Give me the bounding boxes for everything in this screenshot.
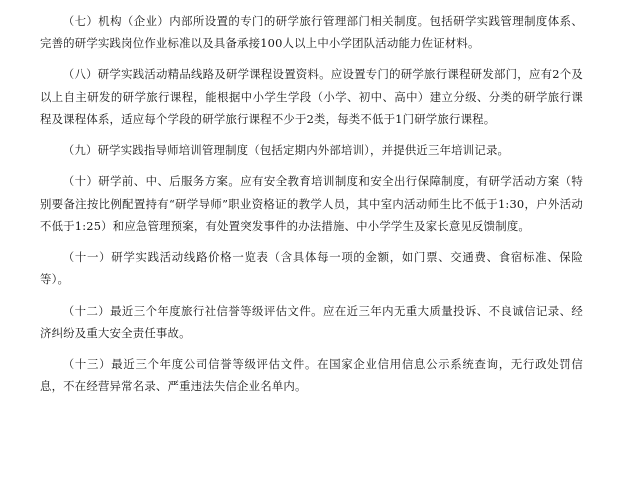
- paragraph-7: （七）机构（企业）内部所设置的专门的研学旅行管理部门相关制度。包括研学实践管理制度体系、完善的研学实践岗位作业标准以及具备承接100人以上中小学团队活动能力佐证材料。: [40, 14, 583, 51]
- paragraph-11: （十一）研学实践活动线路价格一览表（含具体每一项的金额，如门票、交通费、食宿标准、保险等）。: [40, 250, 583, 287]
- paragraph-8: （八）研学实践活动精品线路及研学课程设置资料。应设置专门的研学旅行课程研发部门，应有2个及以上自主研发的研学旅行课程，能根据中小学生学段（小学、初中、高中）建立分级、分类的研学旅行课程及课程体系，适应每个学段的研学旅行课程不少于2类，每类不低于1门研学旅行课程。: [40, 67, 583, 126]
- paragraph-13: （十三）最近三个年度公司信誉等级评估文件。在国家企业信用信息公示系统查询，无行政处罚信息，不在经营异常名录、严重违法失信企业名单内。: [40, 357, 583, 394]
- paragraph-9: （九）研学实践指导师培训管理制度（包括定期内外部培训），并提供近三年培训记录。: [62, 143, 510, 158]
- document-body: [40, 10, 583, 398]
- paragraph-10: （十）研学前、中、后服务方案。应有安全教育培训制度和安全出行保障制度，有研学活动方案（特别要备注按比例配置持有“研学导师”职业资格证的教学人员，其中室内活动师生比不低于1:30，户外活动不低于1:25）和应急管理预案，有处置突发事件的办法措施、中小学学生及家长意见反馈制度。: [40, 174, 583, 233]
- paragraph-12: （十二）最近三个年度旅行社信誉等级评估文件。应在近三年内无重大质量投诉、不良诚信记录、经济纠纷及重大安全责任事故。: [40, 303, 583, 340]
